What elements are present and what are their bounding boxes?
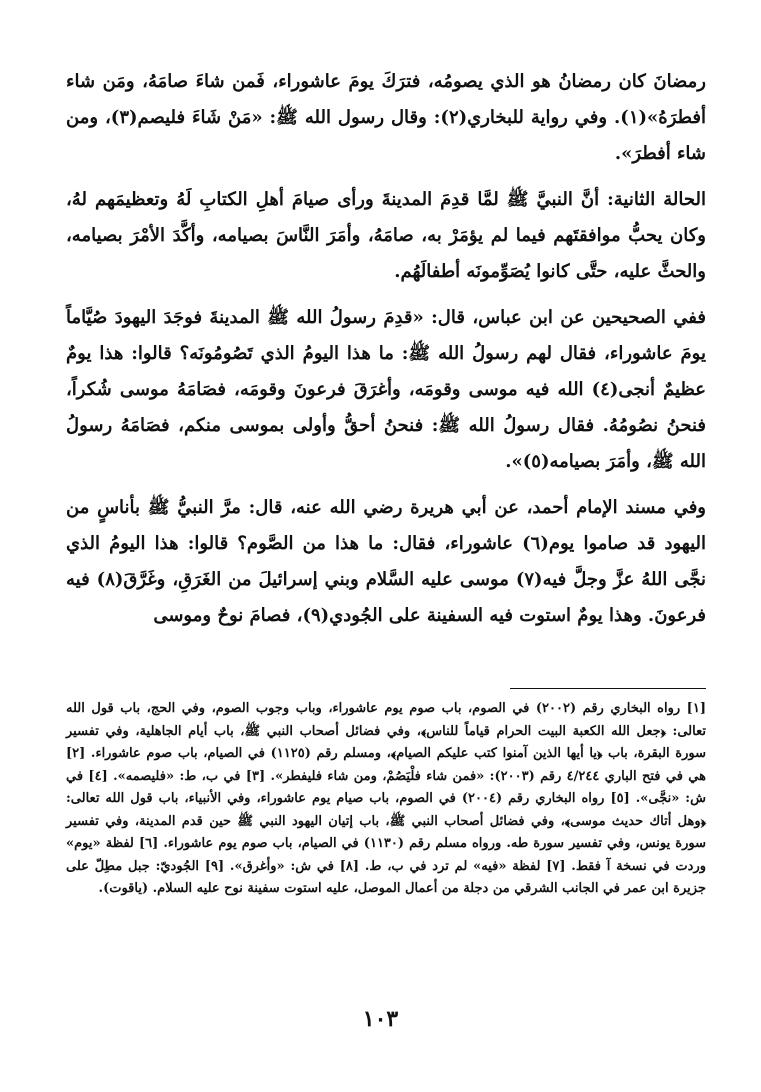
paragraph-4 xyxy=(66,490,706,634)
paragraph-3 xyxy=(66,300,706,480)
footnotes-text: [١] رواه البخاري رقم (٢٠٠٢) في الصوم، باب صوم يوم عاشوراء، وباب وجوب الصوم، وفي الحج، باب قول الله تعالى: ﴿جعل الله الكعبة البيت الحرام قياماً للناس﴾، وفي فضائل أصحاب النبي ﷺ، باب أيام الجاهلية، وفي تفسير سورة البقرة، باب ﴿يا أيها الذين آمنوا كتب عليكم الصيام﴾، ومسلم رقم (١١٢٥) في الصيام، باب صوم عاشوراء. [٢] هي في فتح الباري ٤/٢٤٤ رقم (٢٠٠٣): «فمن شاء فلْيَصُمْ، ومن شاء فليفطر». [٣] في ب، ط: «فليصمه». [٤] في ش: «نجَّى». [٥] رواه البخاري رقم (٢٠٠٤) في الصوم، باب صيام يوم عاشوراء، وفي الأنبياء، باب قول الله تعالى: ﴿وهل أتاك حديث موسى﴾، وفي فضائل أصحاب النبي ﷺ، باب إتيان اليهود النبي ﷺ حين قدم المدينة، وفي تفسير سورة يونس، وفي تفسير سورة طه. ورواه مسلم رقم (١١٣٠) في الصيام، باب صوم يوم عاشوراء. [٦] لفظة «يوم» وردت في نسخة آ فقط. [٧] لفظة «فيه» لم ترد في ب، ط. [٨] في ش: «وأغرق». [٩] الجُوديّ: جبل مطِلّ على جزيرة ابن عمر في الجانب الشرقي من دجلة من أعمال الموصل، عليه استوت سفينة نوح عليه السلام. (ياقوت). xyxy=(66,701,706,896)
paragraph-1-text: رمضانَ كان رمضانُ هو الذي يصومُه، فترَكَ يومَ عاشوراء، فَمن شاءَ صامَهُ، ومَن شاء أفطرَهُ»(١). وفي رواية للبخاري(٢): وقال رسول الله ﷺ: «مَنْ شَاءَ فليصم(٣)، ومن شاء أفطرَ». xyxy=(66,71,706,164)
paragraph-2 xyxy=(66,182,706,290)
paragraph-2-lead: الحالة الثانية: xyxy=(607,189,706,210)
footnotes-block xyxy=(66,698,706,901)
page-number: ١٠٣ xyxy=(362,1006,399,1032)
paragraph-2-text: أنَّ النبيَّ ﷺ لمَّا قدِمَ المدينةَ ورأى صيامَ أهلِ الكتابِ لَهُ وتعظيمَهم لهُ، وكان يحبُّ موافقتَهم فيما لم يؤمَرْ به، صامَهُ، وأمَرَ النَّاسَ بصيامه، وأكَّدَ الأمْرَ بصيامه، والحثَّ عليه، حتَّى كانوا يُصَوِّمونَه أطفالَهُم. xyxy=(66,189,706,282)
paragraph-1 xyxy=(66,64,706,172)
footnote-separator xyxy=(510,688,706,689)
main-text-body xyxy=(66,64,706,634)
paragraph-4-text: وفي مسند الإمام أحمد، عن أبي هريرة رضي الله عنه، قال: مرَّ النبيُّ ﷺ بأناسٍ من اليهود قد صاموا يوم(٦) عاشوراء، فقال: ما هذا من الصَّوم؟ قالوا: هذا اليومُ الذي نجَّى اللهُ عزَّ وجلَّ فيه(٧) موسى عليه السَّلام وبني إسرائيلَ من الغَرَقِ، وغَرَّقَ(٨) فيه فرعونَ. وهذا يومٌ استوت فيه السفينة على الجُودي(٩)، فصامَ نوحٌ وموسى xyxy=(66,497,706,626)
paragraph-3-text: ففي الصحيحين عن ابن عباس، قال: «قدِمَ رسولُ الله ﷺ المدينةَ فوجَدَ اليهودَ صُيَّاماً يومَ عاشوراء، فقال لهم رسولُ الله ﷺ: ما هذا اليومُ الذي تَصُومُونَه؟ قالوا: هذا يومٌ عظيمٌ أنجى(٤) الله فيه موسى وقومَه، وأغرَقَ فرعونَ وقومَه، فصَامَهُ موسى شُكراً، فنحنُ نصُومُهُ. فقال رسولُ الله ﷺ: فنحنُ أحقُّ وأولى بموسى منكم، فصَامَهُ رسولُ الله ﷺ، وأمَرَ بصيامه(٥)». xyxy=(66,307,706,472)
